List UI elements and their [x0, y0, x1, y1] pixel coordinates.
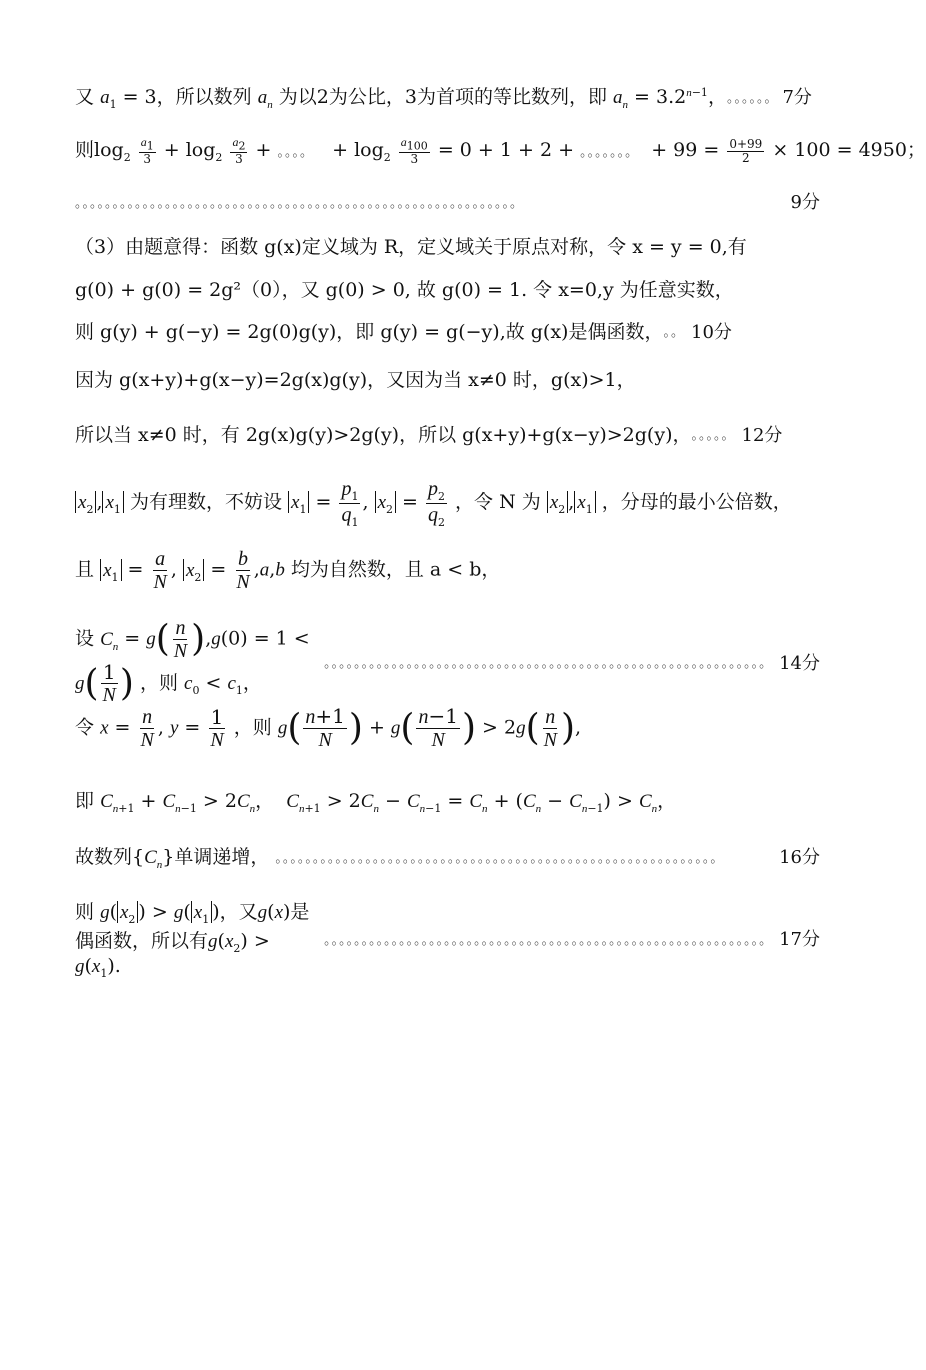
- line-11: 设 $C_n = g$( $\frac{n}{N}$ ),g(0) = 1 < g( $\frac{1}{N}$ ) ，则 $c_0 < c_1$， 。。。。。。。。。。。。。。。。。。。。。。。。。。。。。。。。。。。。。。。。。。。。。。。。。。。。。。。。。。。 14分: [75, 617, 820, 706]
- score-mark: 10分: [691, 321, 732, 343]
- dots: 。。。。。。。。。。。。。。。。。。。。。。。。。。。。。。。。。。。。。。。。。。。。。。。。。。。。。。。。。。。: [75, 195, 525, 211]
- text: 则log: [75, 139, 124, 161]
- text: × 100 = 4950；: [772, 139, 926, 161]
- text: 令: [75, 716, 95, 739]
- dots: 。。。。: [277, 145, 314, 160]
- text: 则: [75, 901, 95, 923]
- line-6: [75, 317, 820, 344]
- text: 所以当 x≠0 时，有 2g(x)g(y)>2g(y)，所以 g(x+y)+g(x−y)>2g(y)，: [75, 424, 692, 446]
- text: 又: [75, 86, 95, 108]
- score-mark: 12分: [741, 424, 783, 446]
- text: 则 g(y) + g(−y) = 2g(0)g(y)，即 g(y) = g(−y),故 g(x)是偶函数，: [75, 321, 664, 343]
- line-3: [75, 188, 820, 214]
- line-8: [75, 420, 820, 447]
- line-12: 令 x = $\frac{n}{N}$ , y = $\frac{1}{N}$ ，则 g( $\frac{n+1}{N}$ ) + g( $\frac{n-1}{N}$ ) > 2g( $\frac{n}{N}$ ),: [75, 704, 582, 751]
- score-mark: 9分: [790, 192, 820, 213]
- dots: 。。。。。。。: [580, 145, 640, 160]
- text: 为以2为公比，3为首项的等比数列，即: [278, 86, 607, 108]
- text: 单调递增，: [174, 846, 270, 868]
- line-7: 因为 g(x+y)+g(x−y)=2g(x)g(y)，又因为当 x≠0 时，g(x)>1，: [75, 369, 636, 391]
- line-10: 且 $x_1$ = $\frac{a}{N}$ , $x_2$ = $\frac{b}{N}$ ,a,b 均为自然数，且 a < b，: [75, 548, 501, 593]
- text: + 99 =: [651, 139, 720, 161]
- dots: 。。。。。: [691, 428, 736, 443]
- line-15: 则 g( $x_2$ ) > g( $x_1$ )，又g(x)是偶函数，所以有$g(x_2) > g(x_1)$. 。。。。。。。。。。。。。。。。。。。。。。。。。。。。。。。。。。。。。。。。。。。。。。。。。。。。。。。。。。。 17分: [75, 901, 820, 980]
- score-mark: 16分: [779, 847, 820, 869]
- line-1: 又 $a_1 = 3$，所以数列 $a_n$ 为以2为公比，3为首项的等比数列，即 $a_n = 3.2^{n-1}$， 。。。。。。 7分: [75, 82, 820, 111]
- text: 是偶函数，所以有: [75, 901, 310, 952]
- text: ，又: [219, 901, 258, 923]
- text: 且: [75, 558, 95, 581]
- line-13: 即 $C_{n+1} + C_{n-1} > 2C_n$， $C_{n+1} > 2C_n - C_{n-1} = C_n + (C_n - C_{n-1}) > C_n$，: [75, 790, 677, 815]
- dots: 。。: [663, 325, 685, 340]
- score-mark: 17分: [779, 929, 820, 951]
- text: 为有理数，不妨设: [129, 491, 282, 514]
- text: = 0 + 1 + 2 +: [437, 139, 575, 161]
- dots: 。。。。。。。。。。。。。。。。。。。。。。。。。。。。。。。。。。。。。。。。。。。。。。。。。。。。。。。。。。。: [275, 850, 725, 866]
- text: ，令 N 为: [455, 491, 541, 514]
- line-2: 则$\log_2$ $\frac{a_1}{3}$ + $\log_2$ $\frac{a_2}{3}$ + 。。。。 + $\log_2$ $\frac{a_{100}}{3}$ = 0 + 1 + 2 + 。。。。。。。 + 99 = $\frac{0+99}{2}$ × 100 = 4950；: [75, 135, 926, 167]
- text: ，所以数列: [156, 86, 252, 108]
- text: ，则: [233, 716, 272, 739]
- score-mark: 7分: [782, 87, 812, 109]
- text: ，则: [139, 672, 178, 694]
- text: ，分母的最小公倍数，: [601, 491, 792, 514]
- line-9: $x_2$ , $x_1$ 为有理数，不妨设 $x_1$ = $\frac{p_1}{q_1}$ , $x_2$ = $\frac{p_2}{q_2}$ ，令 N 为 $x_2$ , $x_1$ ，分母的最小公倍数，: [75, 478, 820, 528]
- dots: 。。。。。。。。。。。。。。。。。。。。。。。。。。。。。。。。。。。。。。。。。。。。。。。。。。。。。。。。。。。: [324, 932, 774, 948]
- line-14: 故数列$\{C_n\}$单调递增， 。。。。。。。。。。。。。。。。。。。。。。。。。。。。。。。。。。。。。。。。。。。。。。。。。。。。。。。。。。。 16分: [75, 842, 820, 871]
- dots: 。。。。。。: [726, 90, 779, 106]
- dots: 。。。。。。。。。。。。。。。。。。。。。。。。。。。。。。。。。。。。。。。。。。。。。。。。。。。。。。。。。。。: [324, 656, 774, 671]
- text: 故数列: [75, 846, 133, 868]
- text: 均为自然数，且 a < b，: [290, 558, 501, 581]
- text: 即: [75, 790, 95, 812]
- score-mark: 14分: [779, 652, 820, 674]
- line-5: g(0) + g(0) = 2g²（0），又 g(0) > 0, 故 g(0) = 1. 令 x=0,y 为任意实数，: [75, 279, 734, 301]
- text: 设: [75, 627, 95, 650]
- line-4: （3）由题意得：函数 g(x)定义域为 R，定义域关于原点对称，令 x = y = 0,有: [75, 236, 747, 258]
